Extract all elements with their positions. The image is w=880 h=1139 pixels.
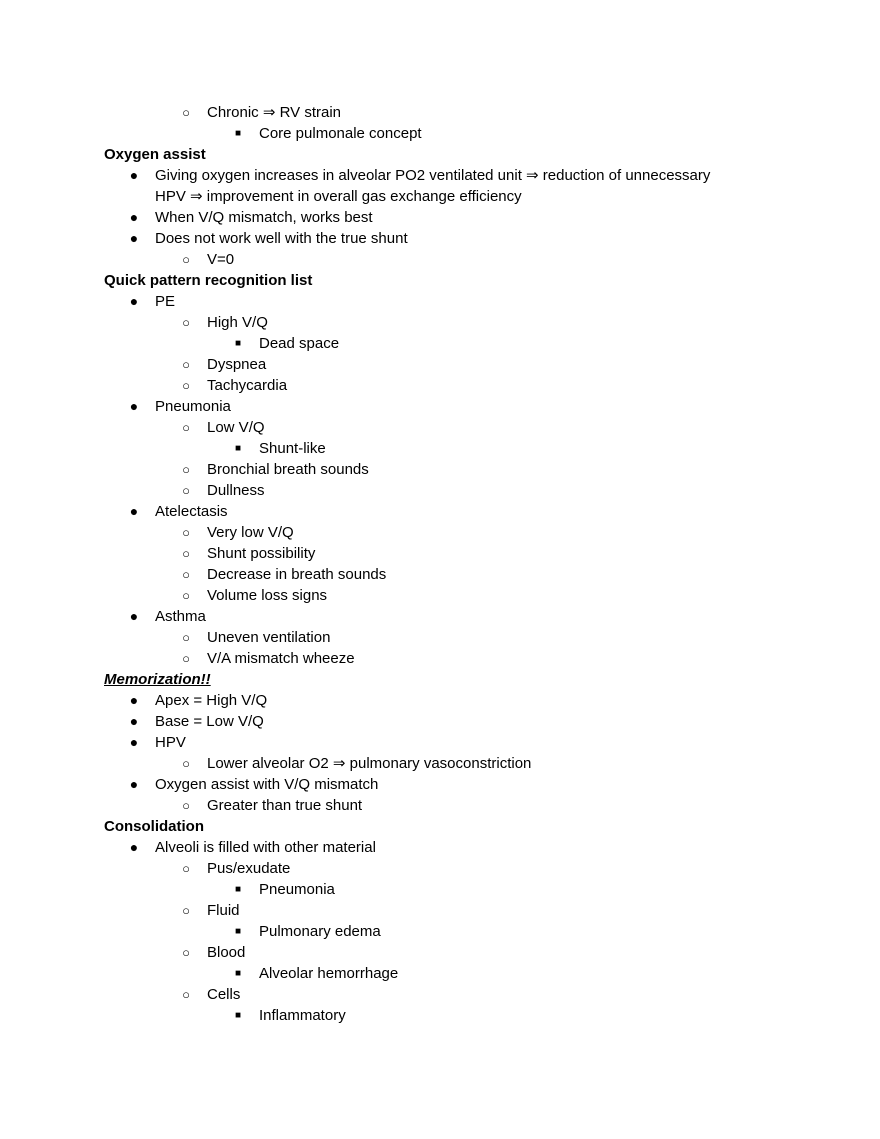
list-item-text: Dead space [259,335,340,352]
list-item-text: Shunt-like [259,440,326,457]
circle-bullet-icon: ○ [182,903,190,918]
circle-bullet-icon: ○ [182,525,190,540]
section-heading-text: Consolidation [104,818,204,835]
list-item-text: Greater than true shunt [207,797,363,814]
circle-bullet-icon: ○ [182,105,190,120]
list-item-text: Blood [207,944,246,961]
list-item-text: Cells [207,986,241,1003]
list-item-text: Pneumonia [259,881,335,898]
list-item-text: PE [155,293,176,310]
circle-bullet-icon: ○ [182,567,190,582]
square-bullet-icon: ■ [234,968,242,979]
square-bullet-icon: ■ [234,926,242,937]
list-item-text: Alveoli is filled with other material [155,839,376,856]
section-heading-text: Quick pattern recognition list [104,272,313,289]
list-item-text: Fluid [207,902,240,919]
list-item-text: Low V/Q [207,419,265,436]
circle-bullet-icon: ○ [182,357,190,372]
circle-bullet-icon: ○ [182,315,190,330]
circle-bullet-icon: ○ [182,651,190,666]
list-item-text: HPV [155,734,186,751]
circle-bullet-icon: ○ [182,546,190,561]
list-item-text: Decrease in breath sounds [207,566,387,583]
square-bullet-icon: ■ [234,443,242,454]
section-heading-text: Oxygen assist [104,146,206,163]
list-item-text: Core pulmonale concept [259,125,422,142]
disc-bullet-icon: ● [129,398,139,414]
circle-bullet-icon: ○ [182,756,190,771]
list-item-text: V=0 [207,251,235,268]
list-item-text: Pneumonia [155,398,231,415]
circle-bullet-icon: ○ [182,630,190,645]
disc-bullet-icon: ● [129,734,139,750]
square-bullet-icon: ■ [234,884,242,895]
circle-bullet-icon: ○ [182,252,190,267]
list-item-text: Lower alveolar O2 ⇒ pulmonary vasoconstriction [207,755,532,772]
list-item-text: Giving oxygen increases in alveolar PO2 ventilated unit ⇒ reduction of unnecessary [155,167,711,184]
disc-bullet-icon: ● [129,713,139,729]
circle-bullet-icon: ○ [182,945,190,960]
list-item-text: Pulmonary edema [259,923,381,940]
circle-bullet-icon: ○ [182,798,190,813]
square-bullet-icon: ■ [234,1010,242,1021]
list-item-text: V/A mismatch wheeze [207,650,355,667]
list-item-text: Alveolar hemorrhage [259,965,399,982]
list-item-text: Inflammatory [259,1007,346,1024]
list-item-text: Does not work well with the true shunt [155,230,408,247]
circle-bullet-icon: ○ [182,483,190,498]
list-item-text: Tachycardia [207,377,288,394]
circle-bullet-icon: ○ [182,588,190,603]
circle-bullet-icon: ○ [182,462,190,477]
disc-bullet-icon: ● [129,293,139,309]
list-item-text: Volume loss signs [207,587,328,604]
list-item-text: Atelectasis [155,503,228,520]
list-item-text: High V/Q [207,314,268,331]
disc-bullet-icon: ● [129,839,139,855]
list-item-text: Asthma [155,608,206,625]
disc-bullet-icon: ● [129,692,139,708]
list-item-text: Apex = High V/Q [155,692,268,709]
list-item-text: Base = Low V/Q [155,713,264,730]
list-item-text: Shunt possibility [207,545,316,562]
disc-bullet-icon: ● [129,776,139,792]
disc-bullet-icon: ● [129,230,139,246]
disc-bullet-icon: ● [129,503,139,519]
list-item-text: Pus/exudate [207,860,291,877]
list-item-text: Dyspnea [207,356,267,373]
list-item-text: When V/Q mismatch, works best [155,209,373,226]
list-item-text: Dullness [207,482,265,499]
circle-bullet-icon: ○ [182,861,190,876]
circle-bullet-icon: ○ [182,420,190,435]
disc-bullet-icon: ● [129,167,139,183]
list-item-text: Oxygen assist with V/Q mismatch [155,776,379,793]
circle-bullet-icon: ○ [182,378,190,393]
square-bullet-icon: ■ [234,338,242,349]
list-item-text: Bronchial breath sounds [207,461,369,478]
list-item-text: Very low V/Q [207,524,294,541]
disc-bullet-icon: ● [129,608,139,624]
disc-bullet-icon: ● [129,209,139,225]
list-item-text: HPV ⇒ improvement in overall gas exchange efficiency [155,188,522,205]
list-item-text: Uneven ventilation [207,629,331,646]
list-item-text: Chronic ⇒ RV strain [207,104,342,121]
section-heading-text: Memorization!! [104,671,211,688]
circle-bullet-icon: ○ [182,987,190,1002]
square-bullet-icon: ■ [234,128,242,139]
